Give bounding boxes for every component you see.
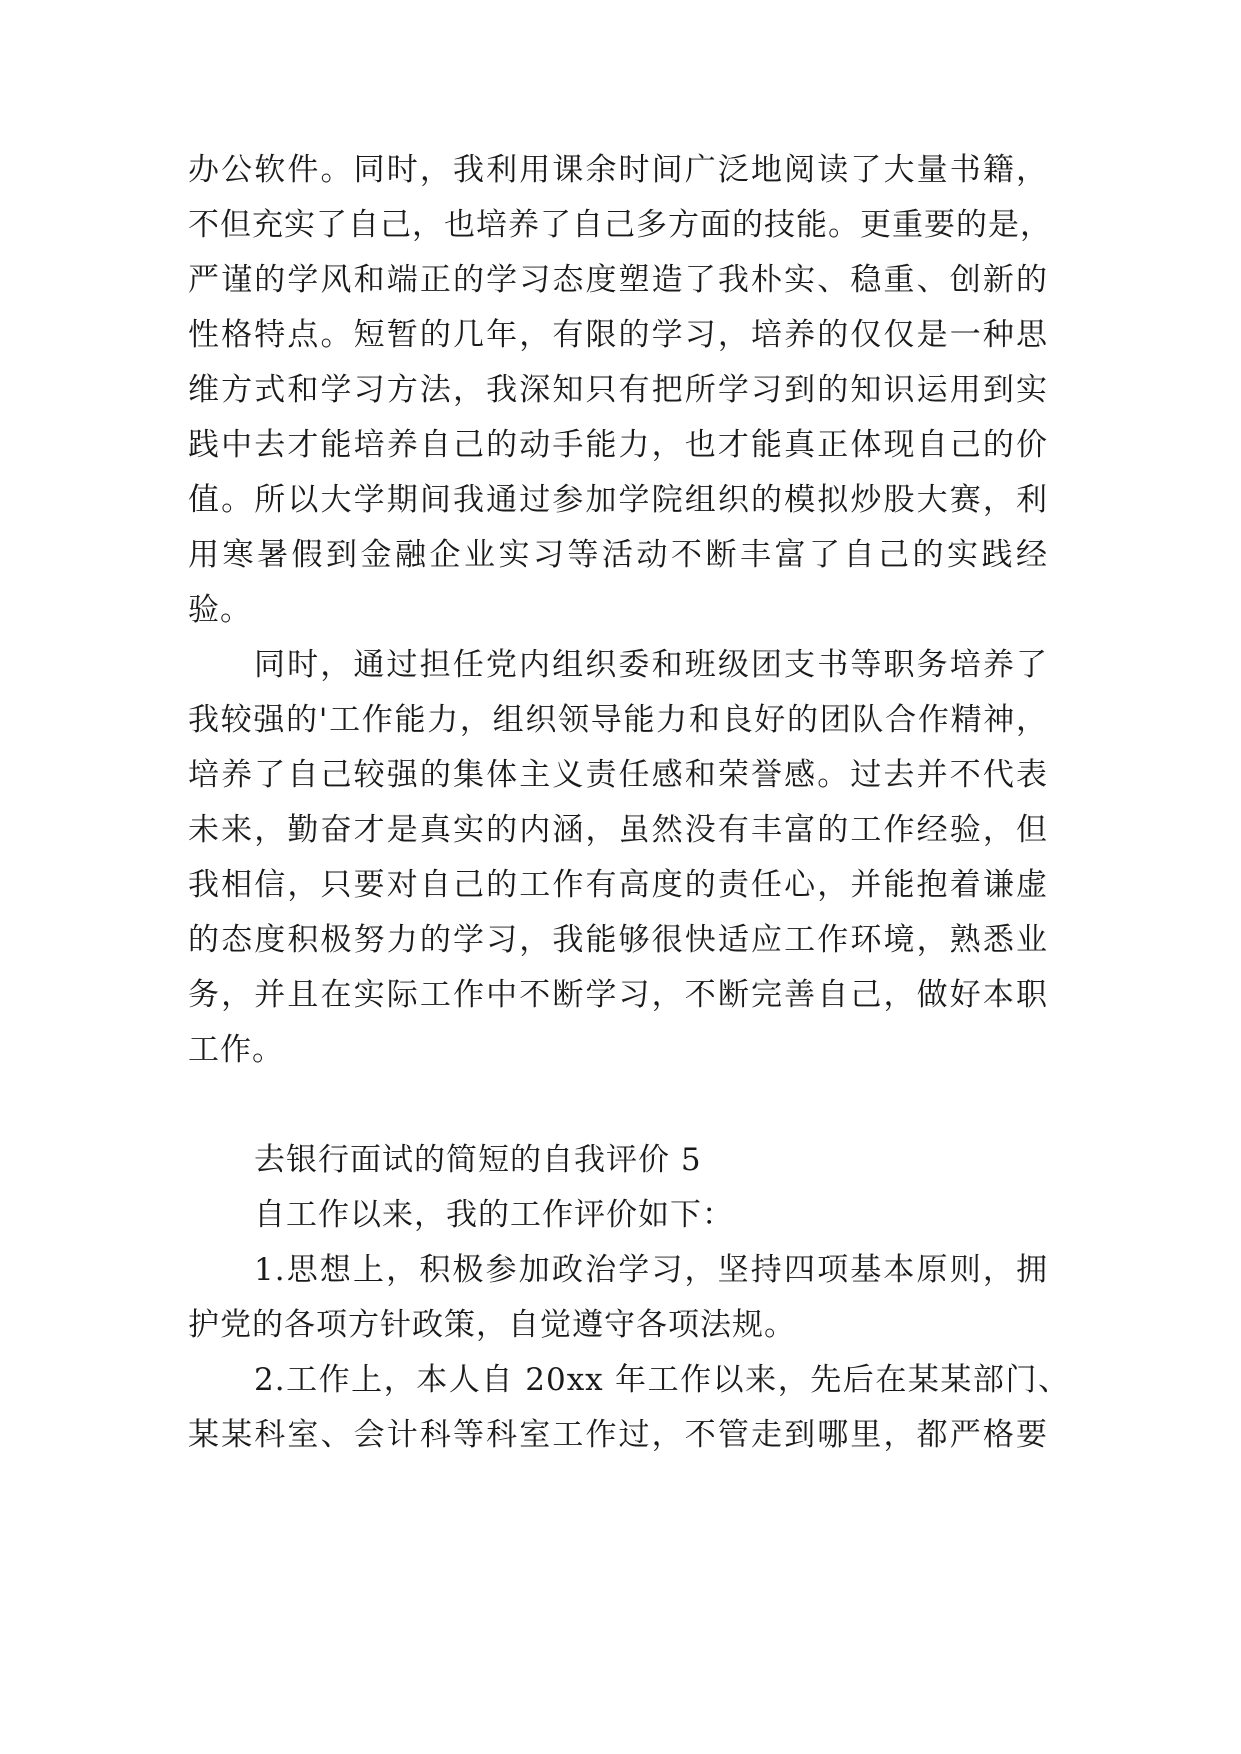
text-line <box>0 755 1241 795</box>
text-line <box>0 1195 1241 1235</box>
line-text: 不但充实了自己，也培养了自己多方面的技能。更重要的是， <box>188 207 1052 243</box>
text-line <box>0 315 1241 355</box>
text-line <box>0 1250 1241 1290</box>
text-line <box>0 150 1241 190</box>
text-line <box>0 1415 1241 1455</box>
line-text: 培养了自己较强的集体主义责任感和荣誉感。过去并不代表 <box>188 757 1048 793</box>
line-text: 务，并且在实际工作中不断学习，不断完善自己，做好本职 <box>188 977 1048 1013</box>
line-text: 2.工作上，本人自 20xx 年工作以来，先后在某某部门、 <box>254 1362 1070 1398</box>
text-line <box>0 535 1241 575</box>
line-text: 办公软件。同时，我利用课余时间广泛地阅读了大量书籍， <box>188 152 1048 188</box>
text-line <box>0 480 1241 520</box>
text-line <box>0 810 1241 850</box>
text-line <box>0 645 1241 685</box>
text-line <box>0 865 1241 905</box>
line-text: 工作。 <box>188 1032 284 1068</box>
text-line <box>0 1360 1241 1400</box>
text-line <box>0 975 1241 1015</box>
line-text: 严谨的学风和端正的学习态度塑造了我朴实、稳重、创新的 <box>188 262 1048 298</box>
line-text: 维方式和学习方法，我深知只有把所学习到的知识运用到实 <box>188 372 1048 408</box>
line-text: 未来，勤奋才是真实的内涵，虽然没有丰富的工作经验，但 <box>188 812 1048 848</box>
line-text: 用寒暑假到金融企业实习等活动不断丰富了自己的实践经 <box>188 537 1048 573</box>
text-line <box>0 425 1241 465</box>
text-line <box>0 920 1241 960</box>
section-heading <box>0 1140 1241 1180</box>
line-text: 某某科室、会计科等科室工作过，不管走到哪里，都严格要 <box>188 1417 1048 1453</box>
text-line <box>0 1030 1241 1070</box>
heading-text: 去银行面试的简短的自我评价 5 <box>254 1142 702 1178</box>
text-line <box>0 370 1241 410</box>
text-line <box>0 590 1241 630</box>
line-text: 护党的各项方针政策，自觉遵守各项法规。 <box>188 1307 796 1343</box>
line-text: 性格特点。短暂的几年，有限的学习，培养的仅仅是一种思 <box>188 317 1048 353</box>
line-text: 我较强的'工作能力，组织领导能力和良好的团队合作精神， <box>188 702 1048 738</box>
line-text: 验。 <box>188 592 252 628</box>
text-line <box>0 1305 1241 1345</box>
line-text: 自工作以来，我的工作评价如下： <box>254 1197 734 1233</box>
line-text: 我相信，只要对自己的工作有高度的责任心，并能抱着谦虚 <box>188 867 1048 903</box>
text-line <box>0 260 1241 300</box>
text-line <box>0 700 1241 740</box>
line-text: 践中去才能培养自己的动手能力，也才能真正体现自己的价 <box>188 427 1048 463</box>
line-text: 1.思想上，积极参加政治学习，坚持四项基本原则，拥 <box>254 1252 1048 1288</box>
line-text: 同时，通过担任党内组织委和班级团支书等职务培养了 <box>254 647 1048 683</box>
line-text: 的态度积极努力的学习，我能够很快适应工作环境，熟悉业 <box>188 922 1048 958</box>
line-text: 值。所以大学期间我通过参加学院组织的模拟炒股大赛，利 <box>188 482 1048 518</box>
text-line <box>0 205 1241 245</box>
